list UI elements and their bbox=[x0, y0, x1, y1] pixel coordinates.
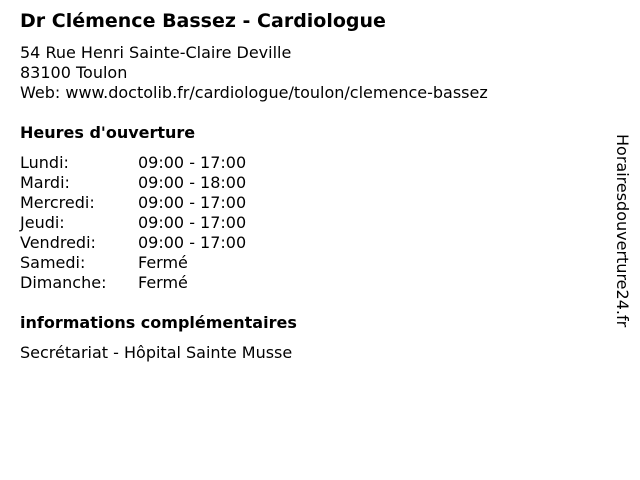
hours-time: 09:00 - 17:00 bbox=[138, 193, 247, 212]
hours-day: Dimanche: bbox=[20, 273, 107, 292]
info-text: Secrétariat - Hôpital Sainte Musse bbox=[20, 343, 293, 362]
address-street: 54 Rue Henri Sainte-Claire Deville bbox=[20, 43, 292, 62]
hours-time: Fermé bbox=[138, 253, 188, 272]
hours-day: Samedi: bbox=[20, 253, 86, 272]
hours-day: Mercredi: bbox=[20, 193, 95, 212]
page-title: Dr Clémence Bassez - Cardiologue bbox=[20, 10, 386, 32]
hours-time: 09:00 - 17:00 bbox=[138, 213, 247, 232]
hours-day: Vendredi: bbox=[20, 233, 96, 252]
info-heading: informations complémentaires bbox=[20, 313, 297, 332]
site-watermark: Horairesdouverture24.fr bbox=[613, 134, 632, 328]
website-link[interactable]: Web: www.doctolib.fr/cardiologue/toulon/clemence-bassez bbox=[20, 83, 488, 102]
hours-time: 09:00 - 17:00 bbox=[138, 153, 247, 172]
hours-time: Fermé bbox=[138, 273, 188, 292]
address-city: 83100 Toulon bbox=[20, 63, 128, 82]
hours-heading: Heures d'ouverture bbox=[20, 123, 196, 142]
hours-day: Jeudi: bbox=[20, 213, 65, 232]
hours-time: 09:00 - 17:00 bbox=[138, 233, 247, 252]
hours-day: Lundi: bbox=[20, 153, 69, 172]
hours-day: Mardi: bbox=[20, 173, 70, 192]
hours-time: 09:00 - 18:00 bbox=[138, 173, 247, 192]
